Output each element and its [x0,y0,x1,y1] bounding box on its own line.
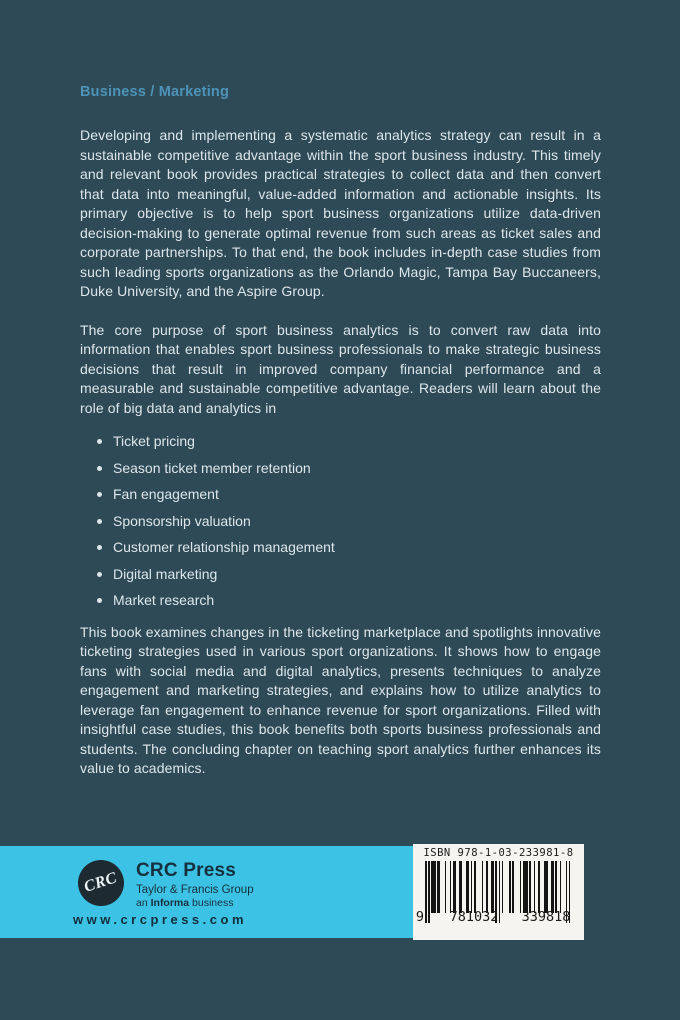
list-item-label: Digital marketing [113,565,218,582]
publisher-name: CRC Press [136,860,237,881]
isbn-label: ISBN 978-1-03-233981-8 [423,847,574,859]
bullet-icon [97,492,102,497]
bullet-icon [97,466,102,471]
synopsis-paragraph-2: The core purpose of sport business analytics is to convert raw data into information that enables sport business professionals to make strategic business decisions that result in improved company financial performance and a measurable and sustainable competitive advantage. Readers will learn about the role of big data and analytics in [80,321,601,416]
bullet-icon [97,439,102,444]
synopsis-paragraph-3: This book examines changes in the ticketing marketplace and spotlights innovative ticketing strategies used in various sport organizations. It shows how to engage fans with social media and digital analytics, presents techniques to analyze engagement and marketing strategies, and explains how to utilize analytics to leverage fan engagement to enhance revenue for sport organizations. Filled with insightful case studies, this book benefits both sports business professionals and students. The concluding chapter on teaching sport analytics further enhances its value to academics. [80,623,601,776]
barcode-digit-group-1: 781032 [449,909,499,925]
bullet-icon [97,519,102,524]
bullet-icon [97,572,102,577]
publisher-band [0,846,413,938]
list-item-label: Season ticket member retention [113,459,311,476]
list-item-label: Fan engagement [113,486,219,502]
list-item-label: Ticket pricing [113,433,195,449]
synopsis-paragraph-1: Developing and implementing a systematic analytics strategy can result in a sustainable competitive advantage within the sport business industry. This timely and relevant book provides practical strategies to collect data and then convert that data into meaningful, value-added information and actionable insights. Its primary objective is to help sport business organizations utilize data-driven decision-making to generate optimal revenue from such areas as ticket sales and corporate partnerships. To that end, the book includes in-depth case studies from such leading sports organizations as the Orlando Magic, Tampa Bay Buccaneers, Duke University, and the Aspire Group. [80,127,601,299]
list-item [95,485,601,505]
category-label: Business / Marketing [80,84,230,100]
list-item-label: Market research [113,592,215,608]
publisher-tagline [136,897,254,909]
publisher-logo-block [78,860,254,909]
bullet-icon [97,598,102,603]
list-item [95,432,601,452]
barcode-digit-lead: 9 [415,909,424,925]
barcode [413,844,584,940]
list-item [95,565,601,585]
tagline-prefix: an [136,897,148,909]
list-item-label: Sponsorship valuation [113,512,251,529]
list-item [95,538,601,558]
tagline-suffix: business [192,897,234,909]
list-item [95,512,601,532]
list-item [95,591,601,611]
crc-logo-icon [78,860,124,906]
list-item [95,459,601,479]
bullet-icon [97,545,102,550]
list-item-label: Customer relationship management [113,539,335,555]
publisher-website: www.crcpress.com [72,912,247,927]
barcode-digit-group-2: 339818 [521,909,571,925]
crc-monogram: CRC [82,869,120,896]
publisher-group: Taylor & Francis Group [136,884,254,896]
tagline-brand: Informa [150,897,190,909]
topics-list [80,432,601,611]
barcode-digits [415,909,584,927]
cover-text-block [80,84,601,779]
publisher-text [136,860,254,909]
